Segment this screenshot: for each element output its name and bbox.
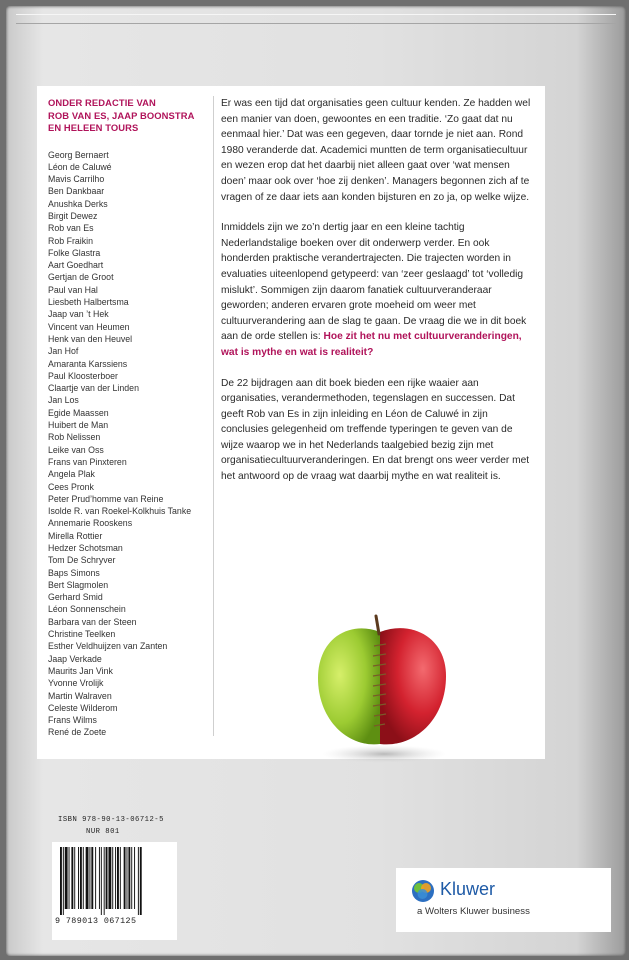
isbn-number: ISBN 978-90-13-06712-5: [58, 816, 164, 824]
contributor-name: Frans Wilms: [48, 715, 97, 726]
contributor-name: Maurits Jan Vink: [48, 665, 113, 676]
editors-line: EN HELEEN TOURS: [48, 122, 139, 133]
apple-red-half: [380, 628, 446, 744]
contributor-name: Gerhard Smid: [48, 592, 103, 603]
contributor-name: Tom De Schryver: [48, 555, 116, 566]
contributor-name: Mirella Rottier: [48, 530, 103, 541]
blurb-paragraph-3: De 22 bijdragen aan dit boek bieden een rijke waaier aan organisaties, verandermethoden, tegenslagen en successen. Dat geeft Rob van Es in zijn inleiding en Léon de Caluwé in zijn conclusies gelegenheid om treffende typeringen te geven van de wijze waarop we in het Nederlands taalgebied bezig zijn met organisatiecultuurveranderingen. En dat brengt ons weer verder met het antwoord op de vraag wat daarbij mythe en wat realiteit is.: [221, 377, 530, 483]
barcode-bar: [108, 847, 111, 909]
contributor-name: Folke Glastra: [48, 247, 101, 258]
barcode-bar: [101, 847, 102, 915]
contributor-name: Rob Nelissen: [48, 432, 101, 443]
barcode-bar: [106, 847, 108, 909]
blurb-column: [221, 96, 537, 500]
barcode-bar: [71, 847, 73, 909]
contributor-name: Huibert de Man: [48, 420, 109, 431]
contributor-name: Cees Pronk: [48, 481, 94, 492]
contributor-name: Mavis Carrilho: [48, 174, 105, 185]
blurb-paragraph-2-text: Inmiddels zijn we zo’n dertig jaar en een kleine tachtig Nederlandstalige boeken over dit onderwerp verder. En ook honderden praktische verandertrajecten. Die trajecten worden in evaluaties uiteenlopend getypeerd: van ‘zeer geslaagd’ tot ‘volledig mislukt’. Sommigen zijn daarom fanatiek cultuurveranderaar geworden; anderen ervaren grote moeheid om weer met cultuurverandering aan de slag te gaan. De vraag die we in dit boek aan de orde stellen is:: [221, 222, 527, 343]
contributor-name: Léon de Caluwé: [48, 161, 112, 172]
contributor-name: Jan Hof: [48, 346, 79, 357]
blurb-question: Hoe zit het nu met cultuurveranderingen, wat is mythe en wat is realiteit?: [221, 331, 522, 358]
barcode-bar: [140, 847, 142, 915]
contributor-name: Jaap van ’t Hek: [48, 309, 109, 320]
contributor-name: Bert Slagmolen: [48, 579, 109, 590]
barcode-bar: [124, 847, 126, 909]
contributor-name: Ben Dankbaar: [48, 186, 105, 197]
publisher-tagline: a Wolters Kluwer business: [417, 906, 530, 917]
barcode-bar: [65, 847, 68, 909]
barcode-bar: [89, 847, 90, 909]
contributor-name: Peter Prud’homme van Reine: [48, 493, 164, 504]
contributor-name: Christine Teelken: [48, 629, 116, 640]
contributor-name: Liesbeth Halbertsma: [48, 297, 129, 308]
barcode-bar: [131, 847, 132, 909]
contributors-list: [48, 149, 208, 739]
apple-illustration: [310, 610, 458, 768]
barcode-digits: 9 789013 067125: [55, 916, 137, 926]
barcode-bar: [120, 847, 121, 909]
barcode-bar: [83, 847, 84, 909]
contributor-name: Isolde R. van Roekel-Kolkhuis Tanke: [48, 506, 192, 517]
barcode-bar: [117, 847, 119, 909]
blurb-paragraph-1: Er was een tijd dat organisaties geen cultuur kenden. Ze hadden wel een manier van doen, gewoontes en een traditie. ‘Zo gaat dat nu eenmaal hier.’ Dat was een gegeven, daar tornde je niet aan. Rond 1980 veranderde dat. Academici muntten de term organisatiecultuur en wezen erop dat het daarbij niet alleen gaat over ‘wat mensen doen’ maar ook over ‘hoe zij denken’. Managers begonnen zich af te vragen of ze daar iets aan konden bijsturen en zo ja, op welke wijze.: [221, 98, 531, 203]
barcode-bar: [112, 847, 113, 909]
contributor-name: Léon Sonnenschein: [48, 604, 126, 615]
editors-heading: [48, 97, 208, 135]
contributor-name: Gertjan de Groot: [48, 272, 114, 283]
barcode: [60, 847, 168, 915]
editors-line: ROB VAN ES, JAAP BOONSTRA: [48, 109, 195, 121]
barcode-bar: [69, 847, 70, 909]
contributor-name: Martin Walraven: [48, 690, 112, 701]
kluwer-logo-icon: [411, 879, 435, 903]
contributor-name: Paul Kloosterboer: [48, 370, 118, 381]
contributor-name: Amaranta Karssiens: [48, 358, 128, 369]
contributor-name: Paul van Hal: [48, 284, 98, 295]
contributor-name: Yvonne Vrolijk: [48, 678, 104, 689]
left-column: [48, 97, 208, 739]
barcode-bar: [78, 847, 79, 909]
barcode-bar: [138, 847, 139, 915]
barcode-bar: [99, 847, 100, 909]
contributor-name: Rob van Es: [48, 223, 94, 234]
contributor-name: Annemarie Rooskens: [48, 518, 133, 529]
barcode-bar: [127, 847, 128, 909]
editors-line: ONDER REDACTIE VAN: [48, 97, 156, 108]
barcode-bar: [86, 847, 89, 909]
contributor-name: Birgit Dewez: [48, 210, 98, 221]
contributor-name: Hedzer Schotsman: [48, 543, 123, 553]
cover-top-edge: [16, 14, 616, 24]
contributor-name: Angela Plak: [48, 469, 95, 480]
column-divider: [213, 96, 214, 736]
apple-green-half: [318, 628, 380, 744]
barcode-bar: [95, 847, 96, 909]
barcode-bar: [63, 847, 64, 915]
contributor-name: Esther Veldhuijzen van Zanten: [48, 641, 168, 652]
contributor-name: Egide Maassen: [48, 407, 109, 418]
contributor-name: Georg Bernaert: [48, 149, 109, 160]
barcode-bar: [104, 847, 105, 915]
contributor-name: Barbara van der Steen: [48, 616, 137, 627]
apple-shadow: [322, 745, 446, 763]
isbn-block: [58, 814, 164, 838]
contributor-name: Jan Los: [48, 395, 79, 406]
contributor-name: Leike van Oss: [48, 444, 104, 455]
publisher-name: Kluwer: [440, 879, 496, 899]
contributor-name: Frans van Pinxteren: [48, 456, 127, 467]
barcode-bar: [60, 847, 62, 915]
nur-code: NUR 801: [86, 828, 120, 836]
contributor-name: Celeste Wilderom: [48, 702, 118, 713]
barcode-bar: [91, 847, 93, 909]
contributor-name: Vincent van Heumen: [48, 321, 130, 332]
contributor-name: Claartje van der Linden: [48, 383, 139, 394]
barcode-bar: [134, 847, 135, 909]
contributor-name: René de Zoete: [48, 727, 107, 738]
barcode-bar: [128, 847, 130, 909]
contributor-name: Henk van den Heuvel: [48, 333, 133, 344]
barcode-bar: [80, 847, 82, 909]
contributor-name: Jaap Verkade: [48, 653, 102, 664]
blurb-paragraph-2: [221, 220, 537, 360]
contributor-name: Rob Fraikin: [48, 235, 93, 246]
contributor-name: Baps Simons: [48, 567, 100, 578]
barcode-bar: [74, 847, 75, 909]
contributor-name: Anushka Derks: [48, 198, 108, 209]
barcode-bar: [115, 847, 116, 909]
contributor-name: Aart Goedhart: [48, 260, 104, 271]
